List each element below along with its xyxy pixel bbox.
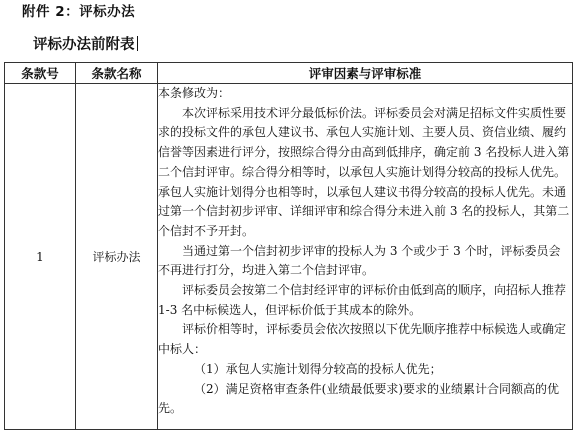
criteria-cell <box>158 84 573 430</box>
clause-name-cell: 评标办法 <box>76 84 158 430</box>
criteria-list-item: （2）满足资格审查条件(业绩最低要求)要求的业绩累计合同额高的优先。 <box>158 381 560 416</box>
criteria-list-item: （1）承包人实施计划得分较高的投标人优先； <box>194 361 442 376</box>
clause-number-cell: 1 <box>5 84 76 430</box>
header-clause-name: 条款名称 <box>76 63 158 84</box>
criteria-paragraph: 本条修改为： <box>158 86 231 100</box>
attachment-title: 附件 2：评标办法 <box>22 4 136 20</box>
criteria-paragraph: 评标委员会按第二个信封经评审的评标价由低到高的顺序，向招标人推荐 1-3 名中标候选人，但评标价低于其成本的除外。 <box>158 283 567 317</box>
table-row <box>5 84 573 430</box>
table-title <box>33 33 138 54</box>
criteria-paragraph: 评标价相等时，评标委员会依次按照以下优先顺序推荐中标候选人或确定中标人： <box>158 322 567 357</box>
text-cursor <box>137 36 138 51</box>
evaluation-table <box>4 62 573 430</box>
header-criteria: 评审因素与评审标准 <box>158 63 573 84</box>
header-clause-number: 条款号 <box>5 63 76 84</box>
criteria-paragraph: 当通过第一个信封初步评审的投标人为 3 个或少于 3 个时，评标委员会不再进行打分，均进入第二个信封评审。 <box>158 243 561 278</box>
table-header-row <box>5 63 573 84</box>
criteria-paragraph: 本次评标采用技术评分最低标价法。评标委员会对满足招标文件实质性要求的投标文件的承包人建议书、承包人实施计划、主要人员、资信业绩、履约信誉等因素进行评分，按照综合得分由高到低排序，确定前 3 名投标人进入第二个信封评审。综合得分相等时，以承包人实施计划得分较高的投标人优先。承包人实施计划得分也相等时，以承包人建议书得分较高的投标人优先。未通过第一个信封初步评审、详细评审和综合得分未进入前 3 名的投标人，其第二个信封不予开封。 <box>158 105 570 238</box>
table-title-text: 评标办法前附表 <box>33 37 135 53</box>
